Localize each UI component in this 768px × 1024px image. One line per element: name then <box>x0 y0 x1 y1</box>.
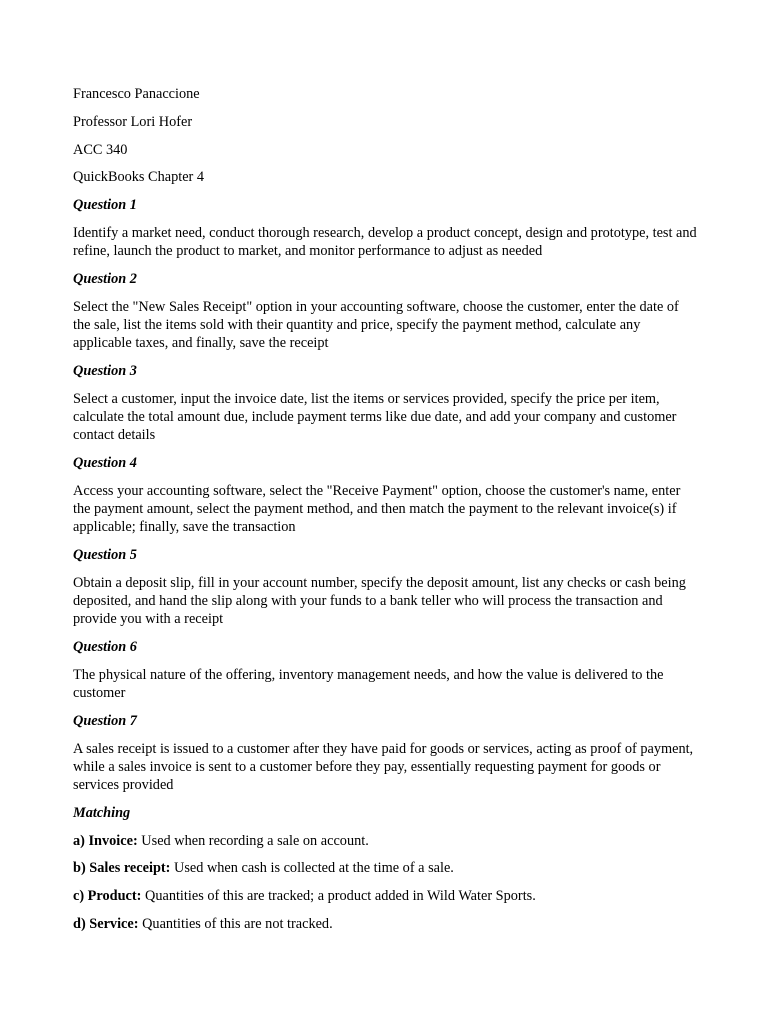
question-2-answer: Select the "New Sales Receipt" option in your accounting software, choose the customer, enter the date of the sale, list the items sold with their quantity and price, specify the payment method, calculate any applicable taxes, and finally, save the receipt <box>73 298 679 352</box>
matching-item <box>73 859 698 877</box>
question-7-answer: A sales receipt is issued to a customer after they have paid for goods or services, acting as proof of payment, while a sales invoice is sent to a customer before they pay, essentially requesting payment for goods or services provided <box>73 740 694 793</box>
matching-term: b) Sales receipt: <box>73 860 171 877</box>
question-3-answer: Select a customer, input the invoice date, list the items or services provided, specify the price per item, calculate the total amount due, include payment terms like due date, and add your company and customer contact details <box>73 390 677 444</box>
matching-item <box>73 832 698 850</box>
matching-heading: Matching <box>73 804 131 821</box>
question-1-heading: Question 1 <box>73 197 137 214</box>
question-3-heading: Question 3 <box>73 362 137 379</box>
question-4-heading: Question 4 <box>73 454 137 471</box>
question-5-heading: Question 5 <box>73 546 137 563</box>
professor-name: Professor Lori Hofer <box>73 113 193 130</box>
question-7-heading: Question 7 <box>73 712 137 729</box>
matching-definition: Used when recording a sale on account. <box>137 832 369 849</box>
matching-term: a) Invoice: <box>73 832 138 849</box>
assignment-title: QuickBooks Chapter 4 <box>73 169 205 186</box>
course-code: ACC 340 <box>73 141 128 158</box>
matching-term: d) Service: <box>73 915 139 932</box>
student-name: Francesco Panaccione <box>73 86 200 102</box>
question-2-heading: Question 2 <box>73 270 137 287</box>
question-5-answer: Obtain a deposit slip, fill in your account number, specify the deposit amount, list any checks or cash being deposited, and hand the slip along with your funds to a bank teller who will process the transaction and provide you with a receipt <box>73 574 686 628</box>
matching-term: c) Product: <box>73 888 142 905</box>
matching-item <box>73 887 698 905</box>
matching-item <box>73 915 698 933</box>
question-4-answer: Access your accounting software, select the "Receive Payment" option, choose the customer's name, enter the payment amount, select the payment method, and then match the payment to the relevant invoice(s) if applicable; finally, save the transaction <box>73 482 681 536</box>
question-6-answer: The physical nature of the offering, inventory management needs, and how the value is delivered to the customer <box>73 666 664 701</box>
matching-definition: Used when cash is collected at the time of a sale. <box>170 860 454 877</box>
matching-definition: Quantities of this are not tracked. <box>138 915 333 932</box>
question-1-answer: Identify a market need, conduct thorough research, develop a product concept, design and prototype, test and refine, launch the product to market, and monitor performance to adjust as needed <box>73 224 697 260</box>
matching-definition: Quantities of this are tracked; a product added in Wild Water Sports. <box>141 888 536 905</box>
question-6-heading: Question 6 <box>73 638 137 655</box>
document-page <box>73 85 698 943</box>
